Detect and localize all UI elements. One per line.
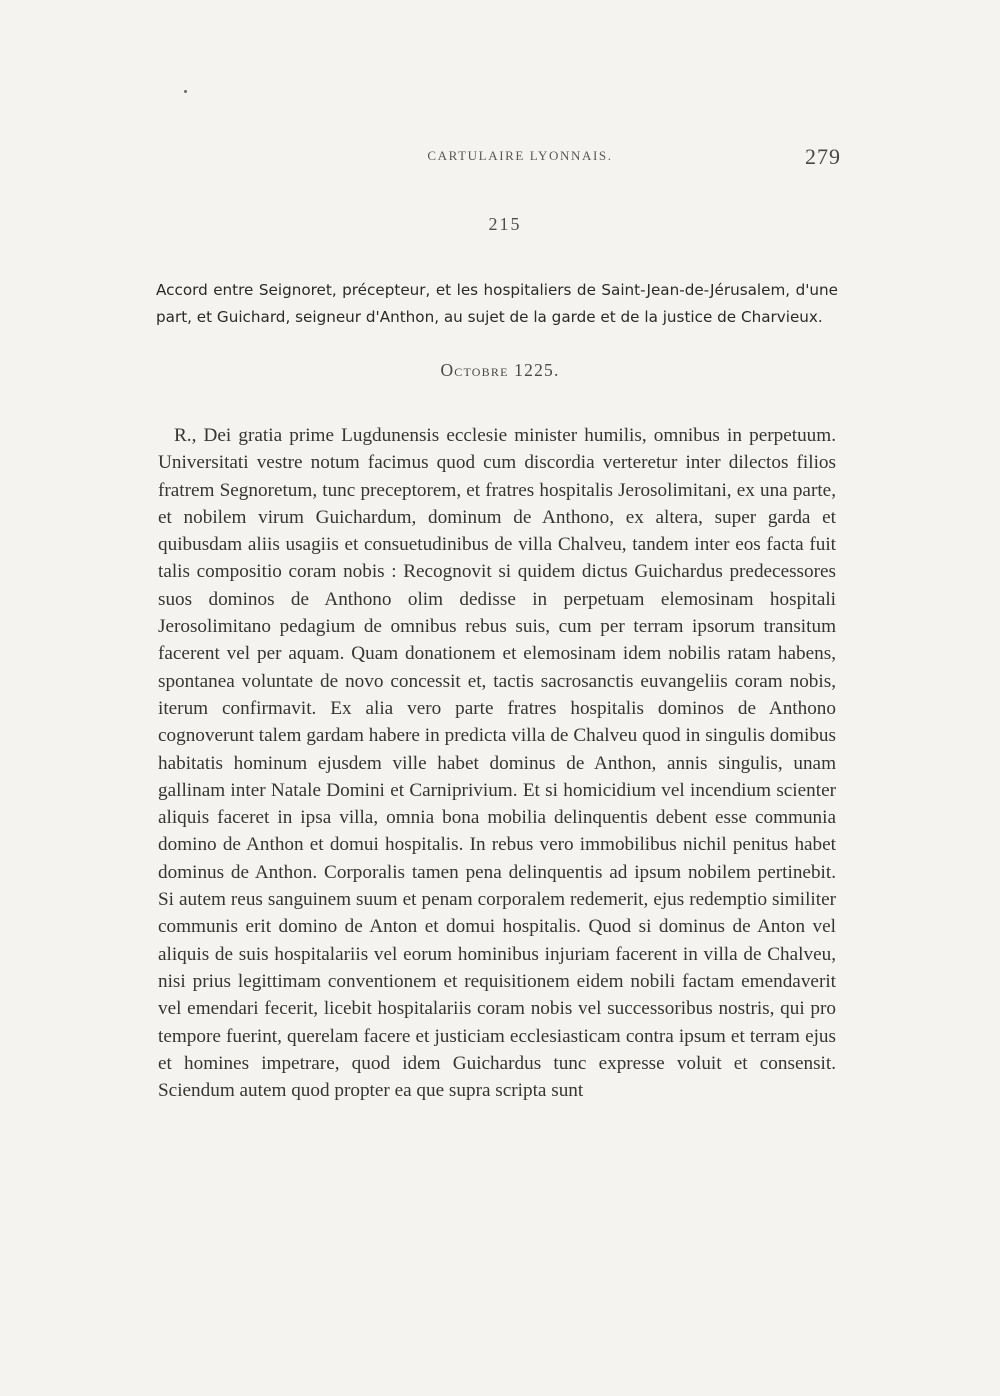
document-summary: Accord entre Seignoret, précepteur, et les hospitaliers de Saint-Jean-de-Jérusalem, d'une part, et Guichard, seigneur d'Anthon, au sujet de la garde et de la justice de Charvieux. (156, 281, 838, 326)
document-date (0, 360, 1000, 381)
document-date-text: Octobre 1225. (440, 360, 560, 380)
body-paragraph: R., Dei gratia prime Lugdunensis ecclesie minister humilis, omnibus in perpetuum. Universitati vestre notum facimus quod cum discordia verteretur inter dilectos filios fratrem Segnoretum, tunc preceptorem, et fratres hospitalis Jerosolimitani, ex una parte, et nobilem virum Guichardum, dominum de Anthono, ex altera, super garda et quibusdam aliis usagiis et consuetudinibus de villa Chalveu, tandem inter eos facta fuit talis compositio coram nobis : Recognovit si quidem dictus Guichardus predecessores suos dominos de Anthono olim dedisse in perpetuam elemosinam hospitali Jerosolimitano pedagium de omnibus rebus suis, cum per terram ipsorum transitum facerent vel per aquam. Quam donationem et elemosinam idem nobilis ratam habens, spontanea voluntate de novo concessit et, tactis sacrosanctis euvangeliis coram nobis, iterum confirmavit. Ex alia vero parte fratres hospitalis dominos de Anthono cognoverunt talem gardam habere in predicta villa de Chalveu quod in singulis domibus habitatis hominum ejusdem ville habet dominus de Anthon, annis singulis, unam gallinam inter Natale Domini et Carniprivium. Et si homicidium vel incendium scienter aliquis faceret in ipsa villa, omnia bona mobilia delinquentis debent esse communia domino de Anthon et domui hospitalis. In rebus vero immobilibus nichil penitus habet dominus de Anthon. Corporalis tamen pena delinquentis ad ipsum nobilem pertinebit. Si autem reus sanguinem suum et penam corporalem redemerit, ejus redemptio similiter communis erit domino de Anton et domui hospitalis. Quod si dominus de Anton vel aliquis de suis hospitalariis vel eorum hominibus injuriam facerent in villa de Chalveu, nisi prius legittimam conventionem et requisitionem eidem nobili factam emendaverit vel emendari fecerit, licebit hospitalariis coram nobis vel successoribus nostris, qui pro tempore fuerint, querelam facere et justiciam ecclesiasticam contra ipsum et terram ejus et homines impetrare, quod idem Guichardus tunc expresse voluit et consensit. Sciendum autem quod propter ea que supra scripta sunt (158, 425, 836, 1102)
running-head (156, 146, 844, 170)
paper-speck (184, 90, 187, 93)
document-number: 215 (488, 214, 522, 234)
document-body (158, 422, 836, 1104)
page-number: 279 (805, 144, 841, 169)
running-title: CARTULAIRE LYONNAIS. (427, 148, 613, 163)
